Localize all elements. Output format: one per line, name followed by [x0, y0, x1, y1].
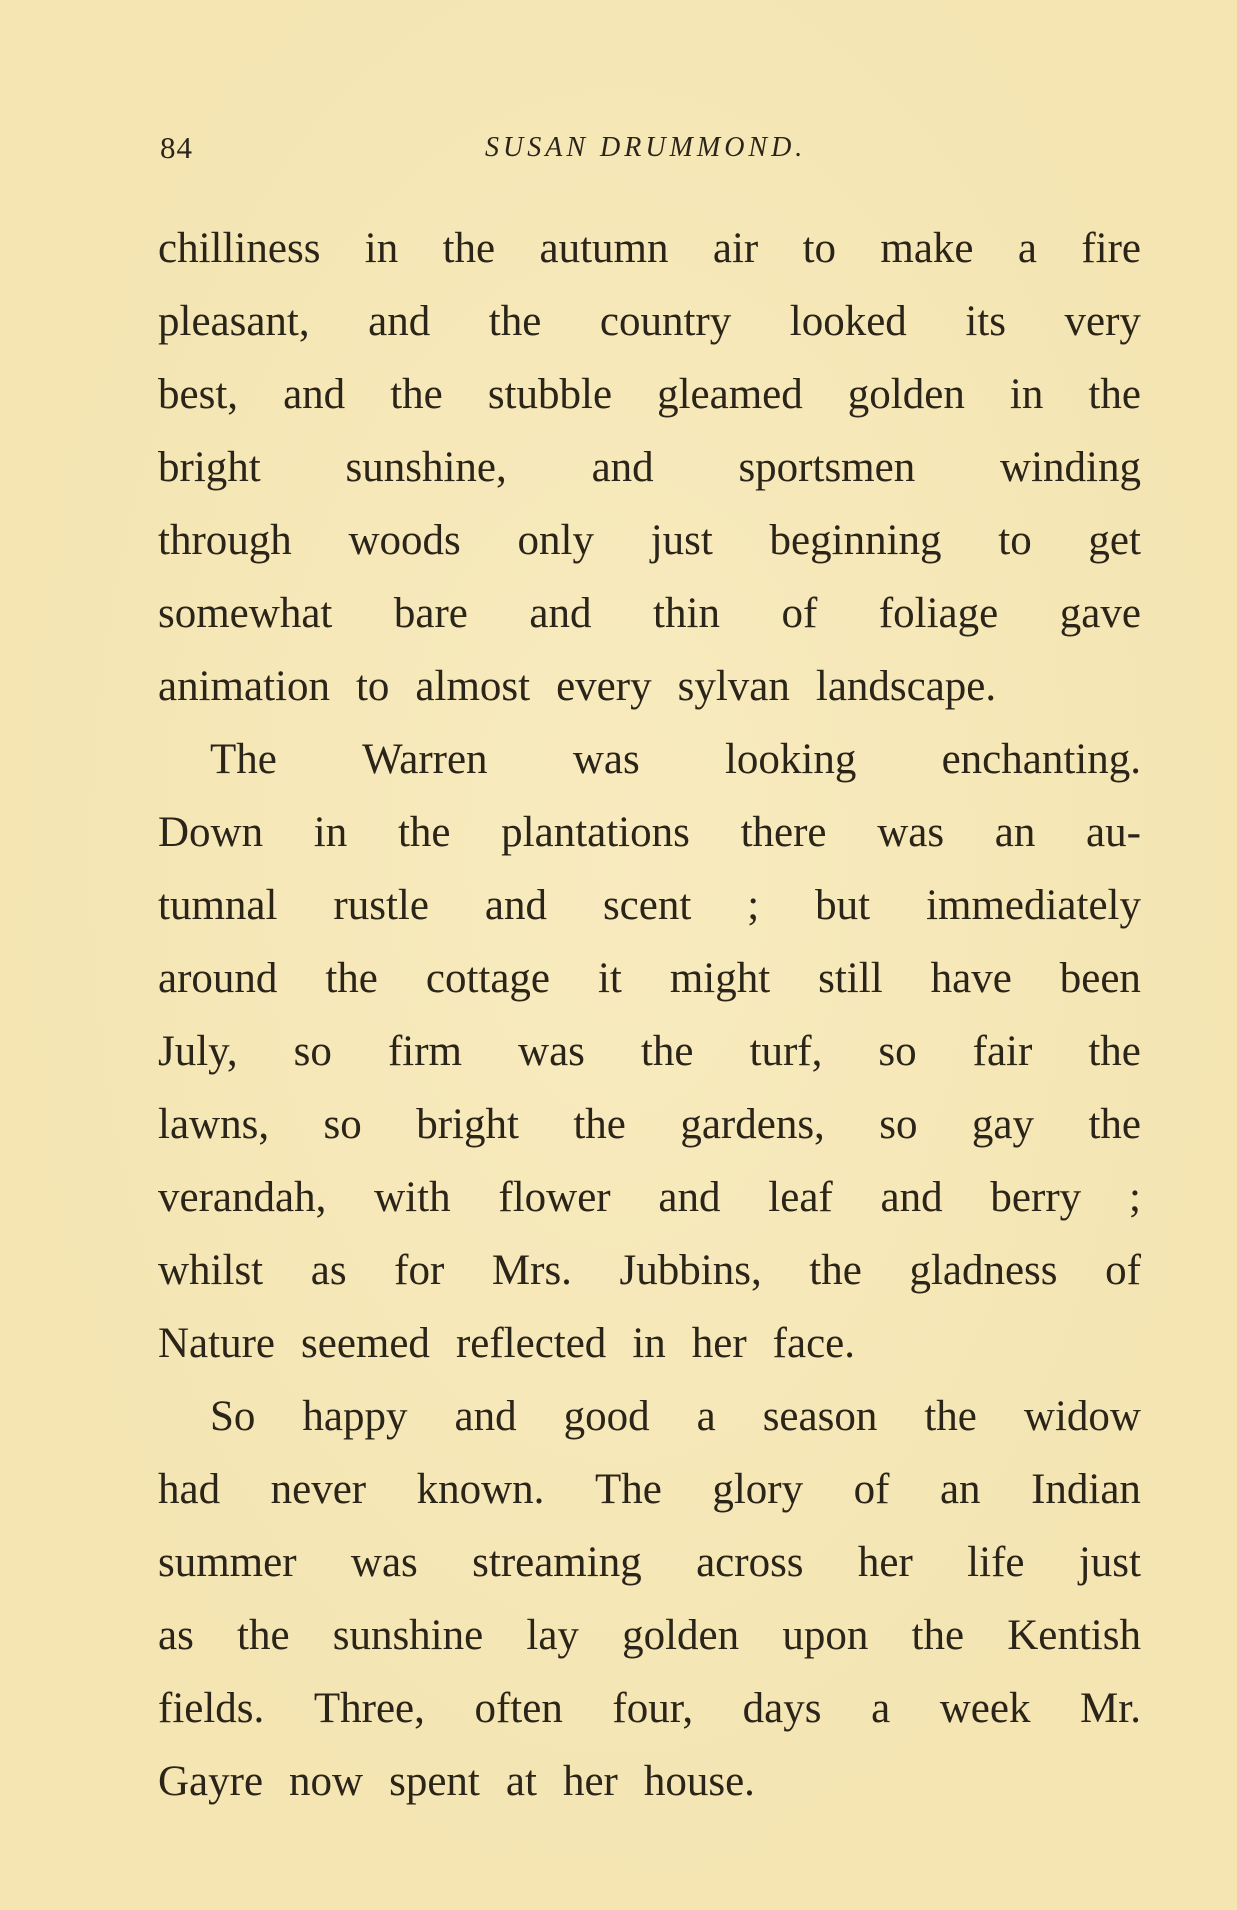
- text-line: animation to almost every sylvan landscape.: [158, 663, 997, 710]
- text-line: as the sunshine lay golden upon the Kentish: [158, 1612, 1141, 1659]
- body-text: [158, 212, 1141, 1818]
- text-line: Nature seemed reflected in her face.: [158, 1320, 855, 1367]
- text-line: tumnal rustle and scent ; but immediately: [158, 882, 1141, 929]
- text-line: bright sunshine, and sportsmen winding: [158, 444, 1141, 491]
- text-line: Down in the plantations there was an au-: [158, 809, 1141, 856]
- text-line: lawns, so bright the gardens, so gay the: [158, 1101, 1141, 1148]
- text-line: pleasant, and the country looked its very: [158, 298, 1141, 345]
- text-line: Gayre now spent at her house.: [158, 1758, 755, 1805]
- text-line: July, so firm was the turf, so fair the: [158, 1028, 1141, 1075]
- page-number: 84: [160, 130, 193, 165]
- text-line: The Warren was looking enchanting.: [210, 736, 1141, 783]
- text-line: summer was streaming across her life just: [158, 1539, 1141, 1586]
- text-line: chilliness in the autumn air to make a fire: [158, 225, 1141, 272]
- text-line: had never known. The glory of an Indian: [158, 1466, 1141, 1513]
- text-line: through woods only just beginning to get: [158, 517, 1141, 564]
- text-line: best, and the stubble gleamed golden in the: [158, 371, 1141, 418]
- text-line: fields. Three, often four, days a week Mr.: [158, 1685, 1141, 1732]
- text-line: verandah, with flower and leaf and berry ;: [158, 1174, 1141, 1221]
- text-line: somewhat bare and thin of foliage gave: [158, 590, 1141, 637]
- page-header: [160, 130, 1137, 170]
- running-title: SUSAN DRUMMOND.: [485, 132, 807, 163]
- text-line: So happy and good a season the widow: [210, 1393, 1141, 1440]
- text-line: whilst as for Mrs. Jubbins, the gladness of: [158, 1247, 1141, 1294]
- text-line: around the cottage it might still have been: [158, 955, 1141, 1002]
